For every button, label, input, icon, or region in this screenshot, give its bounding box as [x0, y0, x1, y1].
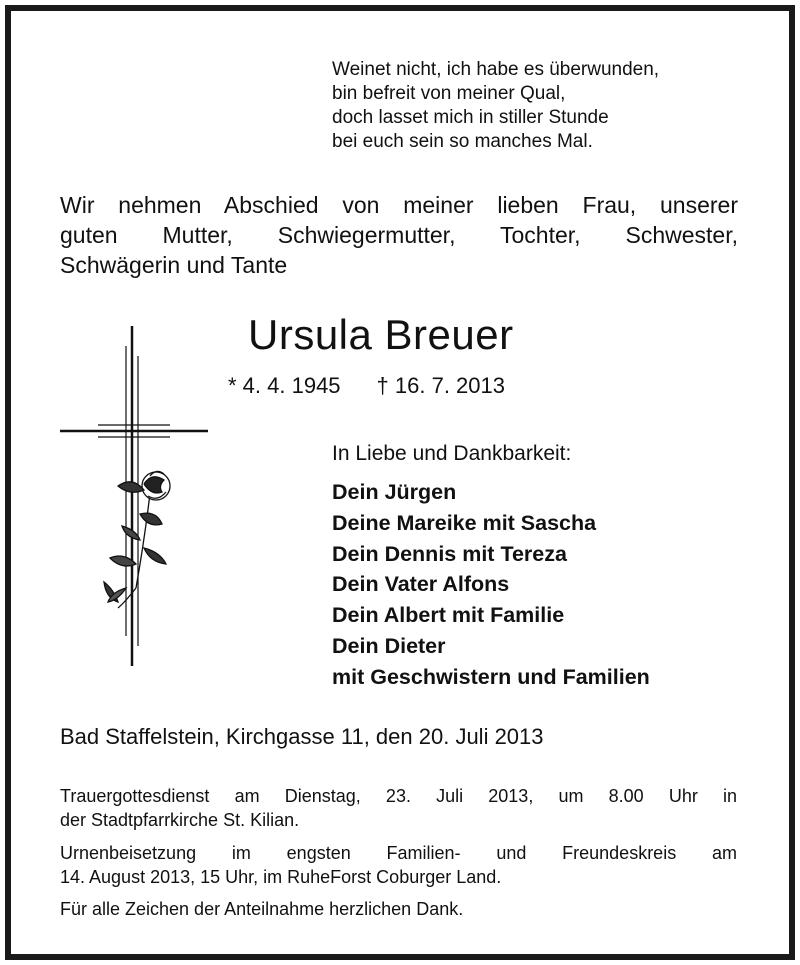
farewell-intro — [60, 190, 738, 280]
family-member: Dein Dieter — [332, 633, 446, 658]
family-member: Dein Albert mit Familie — [332, 603, 565, 628]
birth-date: * 4. 4. 1945 — [228, 373, 341, 398]
verse-line: Weinet nicht, ich habe es überwunden, — [332, 59, 660, 80]
family-member: Dein Jürgen — [332, 480, 457, 504]
intro-line: Wir nehmen Abschied von meiner lieben Frau, unserer — [60, 192, 738, 218]
urn-line: 14. August 2013, 15 Uhr, im RuheForst Coburger Land. — [60, 867, 502, 887]
service-line: Trauergottesdienst am Dienstag, 23. Juli 2013, um 8.00 Uhr in — [60, 786, 737, 806]
intro-line: Schwägerin und Tante — [60, 252, 288, 278]
urn-line: Urnenbeisetzung im engsten Familien- und Freundeskreis am — [60, 843, 737, 863]
cross-with-rose-icon — [60, 326, 210, 671]
memorial-verse — [332, 58, 659, 154]
verse-line: doch lasset mich in stiller Stunde — [332, 107, 609, 128]
deceased-name: Ursula Breuer — [248, 311, 514, 358]
urn-burial-note — [60, 841, 737, 889]
closing-thanks: Für alle Zeichen der Anteilnahme herzlichen Dank. — [60, 899, 464, 919]
family-member: mit Geschwistern und Familien — [332, 664, 650, 689]
place-and-date: Bad Staffelstein, Kirchgasse 11, den 20. Juli 2013 — [60, 724, 544, 749]
service-line: der Stadtpfarrkirche St. Kilian. — [60, 810, 300, 830]
thanks-heading: In Liebe und Dankbarkeit: — [332, 442, 572, 465]
funeral-service-note — [60, 784, 737, 832]
verse-line: bin befreit von meiner Qual, — [332, 83, 566, 104]
verse-line: bei euch sein so manches Mal. — [332, 131, 593, 152]
family-member: Dein Dennis mit Tereza — [332, 541, 567, 566]
intro-line: guten Mutter, Schwiegermutter, Tochter, Schwester, — [60, 222, 738, 248]
family-list — [332, 477, 650, 693]
family-member: Dein Vater Alfons — [332, 572, 510, 597]
family-member: Deine Mareike mit Sascha — [332, 510, 597, 535]
life-dates — [228, 372, 505, 400]
death-date: † 16. 7. 2013 — [376, 373, 505, 398]
